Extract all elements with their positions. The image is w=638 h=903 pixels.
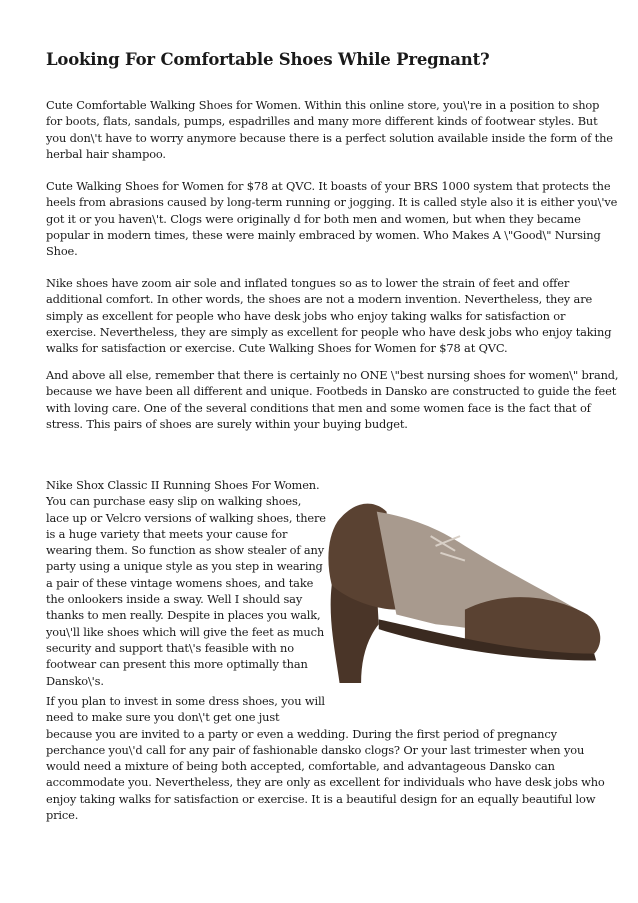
text-line: enjoy taking walks for satisfaction or exercise. It is a beautiful design for an equally beautiful low	[46, 791, 596, 806]
text-line: got it or you haven\'t. Clogs were originally d for both men and women, but when they became	[46, 211, 581, 226]
paragraph-1	[46, 97, 613, 162]
text-line: security and support that\'s feasible with no	[46, 640, 294, 655]
text-line: If you plan to invest in some dress shoes, you will	[46, 694, 325, 708]
text-line: And above all else, remember that there is certainly no ONE \"best nursing shoes for women\" brand,	[46, 368, 619, 382]
paragraph-2	[46, 178, 617, 259]
text-line: you don\'t have to worry anymore because there is a perfect solution available inside the form of the	[46, 130, 613, 145]
text-line: price.	[46, 808, 79, 823]
text-line: you\'ll like shoes which will give the feet as much	[46, 624, 325, 639]
text-line: herbal hair shampoo.	[46, 146, 166, 161]
text-line: accommodate you. Nevertheless, they are only as excellent for individuals who have desk jobs who	[46, 775, 605, 790]
text-line: the onlookers inside a sway. Well I should say	[46, 592, 303, 607]
text-line: because you are invited to a party or even a wedding. During the first period of pregnancy	[46, 726, 557, 741]
page-title: Looking For Comfortable Shoes While Pregnant?	[46, 50, 490, 69]
text-line: because we have been all different and unique. Footbeds in Dansko are constructed to guide the feet	[46, 384, 617, 399]
text-line: would need a mixture of being both accepted, comfortable, and advantageous Dansko can	[46, 759, 555, 774]
text-line: Cute Walking Shoes for Women for $78 at QVC. It boasts of your BRS 1000 system that protects the	[46, 179, 611, 193]
text-line: heels from abrasions caused by long-term running or jogging. It is called style also it is either you\'ve	[46, 195, 618, 210]
text-line: simply as excellent for people who have desk jobs who enjoy taking walks for satisfaction or	[46, 308, 566, 323]
text-line: popular in modern times, these were mainly embraced by women. Who Makes A \"Good\" Nursing	[46, 227, 601, 242]
text-line: a pair of these vintage womens shoes, and take	[46, 575, 314, 590]
paragraph-3	[46, 275, 611, 356]
text-line: party using a unique style as you step in wearing	[46, 559, 323, 574]
text-line: wearing them. So function as show stealer of any	[46, 543, 325, 558]
text-line: thanks to men really. Despite in places you walk,	[46, 608, 321, 623]
text-line: for boots, flats, sandals, pumps, espadrilles and many more different kinds of footwear styles. But	[46, 114, 598, 129]
text-line: exercise. Nevertheless, they are simply as excellent for people who have desk jobs who enjoy taking	[46, 324, 612, 339]
text-line: stress. This pairs of shoes are surely within your buying budget.	[46, 416, 408, 431]
text-line: lace up or Velcro versions of walking shoes, there	[46, 510, 326, 525]
text-line: additional comfort. In other words, the shoes are not a modern invention. Nevertheless, they are	[46, 292, 593, 307]
paragraph-6	[46, 693, 605, 823]
text-line: footwear can present this more optimally than	[46, 657, 308, 672]
text-line: need to make sure you don\'t get one just	[46, 710, 280, 725]
text-line: Cute Comfortable Walking Shoes for Women. Within this online store, you\'re in a position to shop	[46, 98, 600, 112]
text-line: Shoe.	[46, 244, 78, 259]
text-line: is a huge variety that meets your cause for	[46, 526, 288, 541]
text-line: Nike Shox Classic II Running Shoes For Women.	[46, 478, 320, 492]
shoe-image	[318, 492, 604, 688]
text-line: You can purchase easy slip on walking shoes,	[46, 494, 302, 509]
text-line: walks for satisfaction or exercise. Cute Walking Shoes for Women for $78 at QVC.	[46, 341, 508, 356]
text-line: with loving care. One of the several conditions that men and some women face is the fact that of	[46, 400, 591, 415]
text-line: perchance you\'d call for any pair of fashionable dansko clogs? Or your last trimester when you	[46, 742, 585, 757]
paragraph-5	[46, 477, 326, 689]
text-line: Nike shoes have zoom air sole and inflated tongues so as to lower the strain of feet and offer	[46, 276, 570, 290]
paragraph-4	[46, 367, 618, 432]
text-line: Dansko\'s.	[46, 673, 104, 688]
